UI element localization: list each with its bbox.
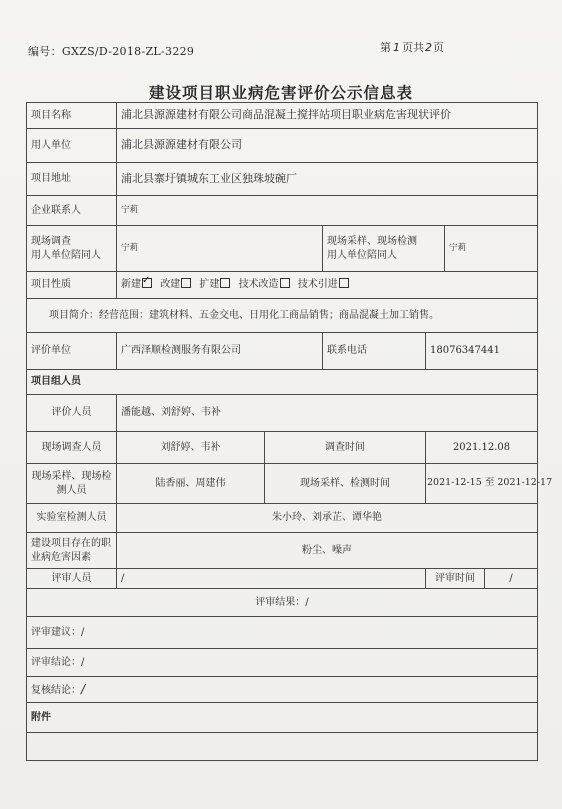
page-info: 第 1 页共2页 xyxy=(380,41,444,54)
review-time-label: 评审时间 xyxy=(426,569,485,589)
attachment-label: 附件 xyxy=(27,703,538,733)
option-new-build[interactable]: 新建✓ xyxy=(121,279,157,290)
checkbox-checked-icon[interactable] xyxy=(142,278,152,288)
employer-label: 用人单位 xyxy=(27,129,117,163)
row-reviewers xyxy=(27,569,538,589)
review-result: 评审结果：/ xyxy=(27,589,538,617)
checkbox-empty-icon[interactable] xyxy=(220,278,230,288)
checkbox-empty-icon[interactable] xyxy=(181,278,191,288)
row-attachment-body xyxy=(27,733,538,761)
project-intro: 项目简介：经营范围：建筑材料、五金交电、日用化工商品销售；商品混凝土加工销售。 xyxy=(27,299,538,333)
evaluators-label: 评价人员 xyxy=(27,395,117,432)
sampling-time-label: 现场采样、检测时间 xyxy=(265,464,426,504)
row-contact xyxy=(27,196,538,226)
project-nature-options xyxy=(117,272,538,299)
survey-staff-label: 现场调查人员 xyxy=(27,432,117,464)
lab-staff-label: 实验室检测人员 xyxy=(27,504,117,533)
checkbox-empty-icon[interactable] xyxy=(339,278,349,288)
row-project-nature xyxy=(27,272,538,299)
survey-escort-label: 现场调查 用人单位陪同人 xyxy=(27,226,117,272)
phone-value: 18076347441 xyxy=(426,333,538,370)
option-tech-transform[interactable]: 技术改造 xyxy=(239,279,295,290)
row-review-conclusion xyxy=(27,649,538,677)
hazards-label: 建设项目存在的职 业病危害因素 xyxy=(27,533,117,569)
option-expand[interactable]: 扩建 xyxy=(199,279,235,290)
attachment-body xyxy=(27,733,538,761)
row-project-name xyxy=(27,103,538,129)
project-nature-label: 项目性质 xyxy=(27,272,117,299)
review-time-value: / xyxy=(485,569,538,589)
recheck-conclusion: 复核结论：/ xyxy=(27,677,538,703)
row-survey xyxy=(27,432,538,464)
survey-escort-value: 宁莉 xyxy=(117,226,323,272)
phone-label: 联系电话 xyxy=(323,333,426,370)
eval-unit-label: 评价单位 xyxy=(27,333,117,370)
sampling-staff-label: 现场采样、现场检 测人员 xyxy=(27,464,117,504)
row-team-header xyxy=(27,370,538,395)
reviewers-label: 评审人员 xyxy=(27,569,117,589)
row-attachment xyxy=(27,703,538,733)
address-label: 项目地址 xyxy=(27,163,117,196)
evaluators-value: 潘能越、刘舒婷、韦补 xyxy=(117,395,538,432)
row-hazards xyxy=(27,533,538,569)
row-intro xyxy=(27,299,538,333)
row-review-advice xyxy=(27,617,538,649)
lab-staff-value: 朱小玲、刘承芷、谭华艳 xyxy=(117,504,538,533)
project-name-value: 浦北县源源建材有限公司商品混凝土搅拌站项目职业病危害现状评价 xyxy=(117,103,538,129)
reviewers-value: / xyxy=(117,569,426,589)
info-table xyxy=(26,102,553,761)
sampling-time-value: 2021-12-15 至 2021-12-17 xyxy=(426,464,538,504)
row-lab xyxy=(27,504,538,533)
hazards-value: 粉尘、噪声 xyxy=(117,533,538,569)
option-tech-import[interactable]: 技术引进 xyxy=(298,279,354,290)
employer-value: 浦北县源源建材有限公司 xyxy=(117,129,538,163)
review-advice: 评审建议：/ xyxy=(27,617,538,649)
row-eval-unit xyxy=(27,333,538,370)
eval-unit-value: 广西泽顺检测服务有限公司 xyxy=(117,333,323,370)
document-number: 编号：GXZS/D-2018-ZL-3229 xyxy=(28,45,195,58)
page-title: 建设项目职业病危害评价公示信息表 xyxy=(148,83,413,102)
option-rebuild[interactable]: 改建 xyxy=(160,279,196,290)
row-address xyxy=(27,163,538,196)
sampling-escort-label: 现场采样、现场检测 用人单位陪同人 xyxy=(323,226,445,272)
row-recheck-conclusion xyxy=(27,677,538,703)
sampling-staff-value: 陆香丽、周建伟 xyxy=(117,464,265,504)
survey-time-label: 调查时间 xyxy=(265,432,426,464)
row-sampling xyxy=(27,464,538,504)
row-review-result xyxy=(27,589,538,617)
row-employer xyxy=(27,129,538,163)
row-evaluators xyxy=(27,395,538,432)
address-value: 浦北县寨圩镇城东工业区独珠坡碗厂 xyxy=(117,163,538,196)
survey-time-value: 2021.12.08 xyxy=(426,432,538,464)
contact-label: 企业联系人 xyxy=(27,196,117,226)
checkbox-empty-icon[interactable] xyxy=(280,278,290,288)
team-header: 项目组人员 xyxy=(27,370,538,395)
row-survey-escort xyxy=(27,226,538,272)
review-conclusion: 评审结论：/ xyxy=(27,649,538,677)
contact-value: 宁莉 xyxy=(117,196,538,226)
sampling-escort-value: 宁莉 xyxy=(445,226,538,272)
project-name-label: 项目名称 xyxy=(27,103,117,129)
survey-staff-value: 刘舒婷、韦补 xyxy=(117,432,265,464)
